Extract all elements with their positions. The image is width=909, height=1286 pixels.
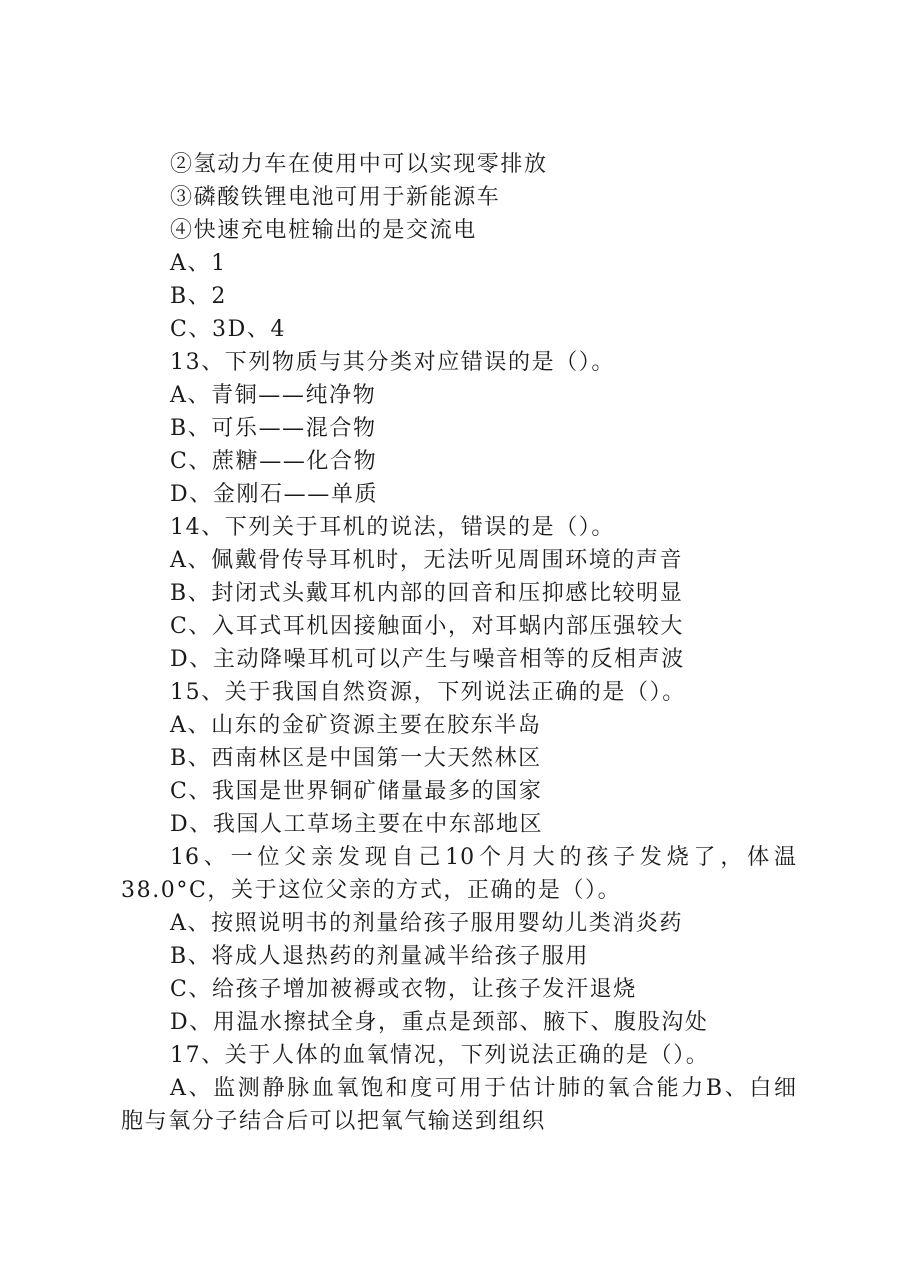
question-15: 15、关于我国自然资源，下列说法正确的是（）。 [170, 680, 686, 705]
q13-option-c: C、蔗糖——化合物 [170, 449, 378, 474]
q13-option-b: B、可乐——混合物 [170, 416, 377, 441]
q13-option-a: A、青铜——纯净物 [170, 383, 377, 408]
question-13: 13、下列物质与其分类对应错误的是（）。 [170, 350, 615, 375]
q14-option-a: A、佩戴骨传导耳机时，无法听见周围环境的声音 [170, 548, 684, 573]
q17-option-b-line-2: 胞与氧分子结合后可以把氧气输送到组织 [121, 1109, 546, 1134]
q15-option-b: B、西南林区是中国第一大天然林区 [170, 746, 542, 771]
q16-option-d: D、用温水擦拭全身，重点是颈部、腋下、腹股沟处 [170, 1010, 709, 1035]
q15-option-a: A、山东的金矿资源主要在胶东半岛 [170, 713, 542, 738]
q12-option-a: A、1 [170, 251, 227, 276]
q17-option-a-b-line-1: A、监测静脉血氧饱和度可用于估计肺的氧合能力B、白细 [170, 1076, 797, 1101]
option-2-text: ②氢动力车在使用中可以实现零排放 [170, 152, 548, 177]
question-16-line-1: 16、一位父亲发现自己10个月大的孩子发烧了，体温 [170, 845, 797, 870]
q13-option-d: D、金刚石——单质 [170, 482, 379, 507]
option-4-text: ④快速充电桩输出的是交流电 [170, 218, 477, 243]
q14-option-b: B、封闭式头戴耳机内部的回音和压抑感比较明显 [170, 581, 684, 606]
question-16-line-2: 38.0°C，关于这位父亲的方式，正确的是（）。 [121, 878, 622, 903]
q15-option-c: C、我国是世界铜矿储量最多的国家 [170, 779, 543, 804]
question-14: 14、下列关于耳机的说法，错误的是（）。 [170, 515, 615, 540]
q16-option-a: A、按照说明书的剂量给孩子服用婴幼儿类消炎药 [170, 911, 684, 936]
q12-option-b: B、2 [170, 284, 227, 309]
document-body [121, 148, 797, 1138]
q15-option-d: D、我国人工草场主要在中东部地区 [170, 812, 544, 837]
question-17: 17、关于人体的血氧情况，下列说法正确的是（）。 [170, 1043, 710, 1068]
q14-option-d: D、主动降噪耳机可以产生与噪音相等的反相声波 [170, 647, 685, 672]
q16-option-c: C、给孩子增加被褥或衣物，让孩子发汗退烧 [170, 977, 637, 1002]
q16-option-b: B、将成人退热药的剂量减半给孩子服用 [170, 944, 589, 969]
q12-option-cd: C、3D、4 [170, 317, 287, 342]
q14-option-c: C、入耳式耳机因接触面小，对耳蜗内部压强较大 [170, 614, 685, 639]
option-3-text: ③磷酸铁锂电池可用于新能源车 [170, 185, 501, 210]
